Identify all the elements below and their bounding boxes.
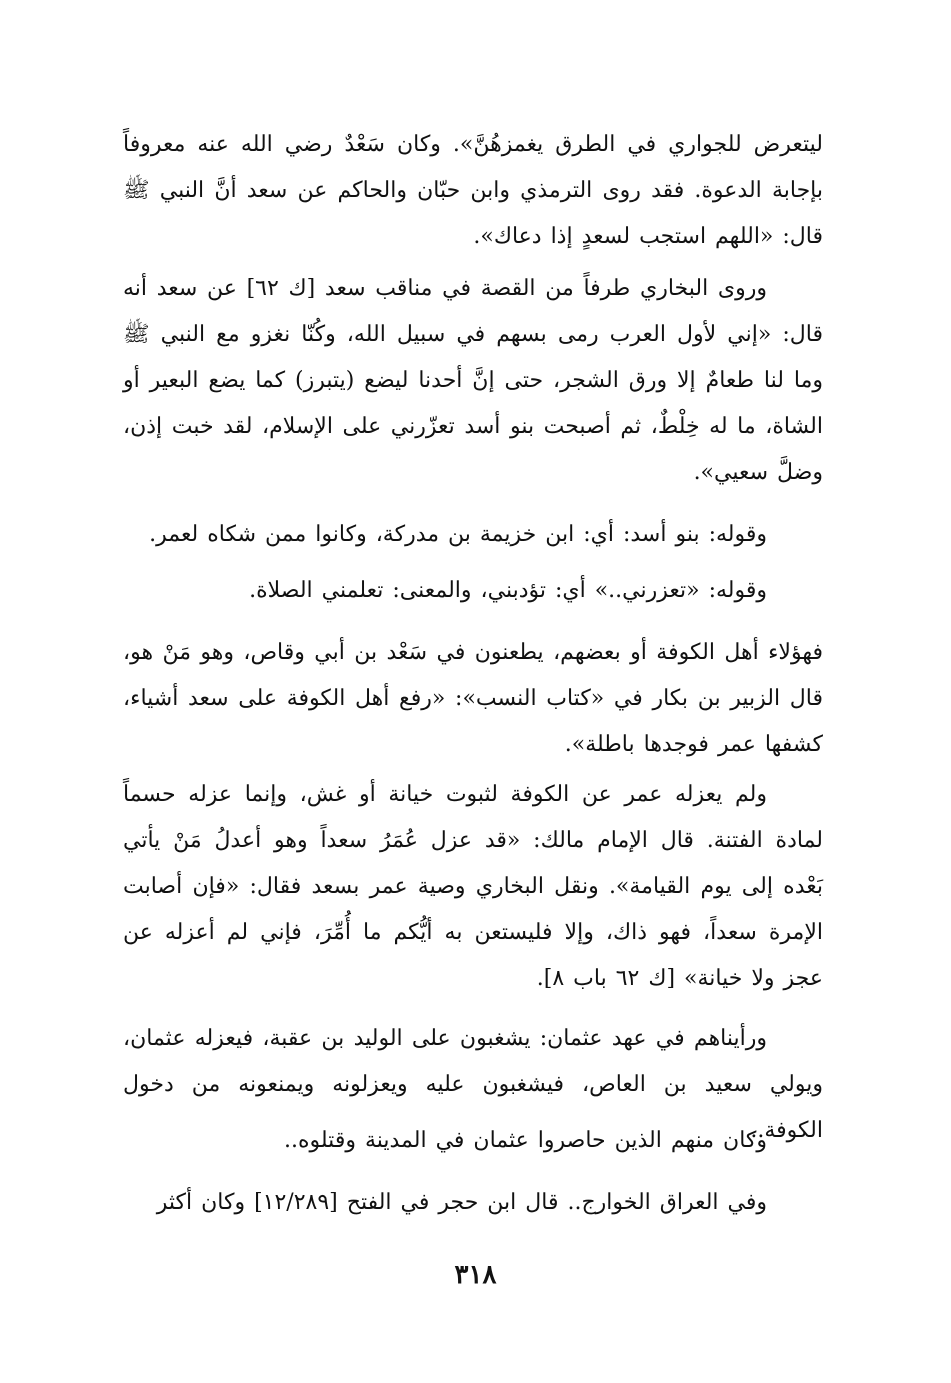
paragraph-7: ورأيناهم في عهد عثمان: يشغبون على الوليد بن عقبة، فيعزله عثمان، ويولي سعيد بن العاص، فيشغبون عليه ويعزلونه ويمنعونه من دخول الكوفة.. [123,1026,823,1143]
paragraph-6: ولم يعزله عمر عن الكوفة لثبوت خيانة أو غش، وإنما عزله حسماً لمادة الفتنة. قال الإمام مالك: «قد عزل عُمَرُ سعداً وهو أعدلُ مَنْ يأتي بَعْده إلى يوم القيامة». ونقل البخاري وصية عمر بسعد فقال: «فإن أصابت الإمرة سعداً، فهو ذاك، وإلا فليستعن به أيُّكم ما أُمِّرَ، فإني لم أعزله عن عجز ولا خيانة» [ك ٦٢ باب ٨]. [123,782,823,991]
page-number: ٣١٨ [454,1260,497,1290]
paragraph-8: وكان منهم الذين حاصروا عثمان في المدينة وقتلوه.. [284,1128,767,1153]
paragraph-4: وقوله: «تعزرني..» أي: تؤدبني، والمعنى: تعلمني الصلاة. [249,578,767,603]
paragraph-9: وفي العراق الخوارج.. قال ابن حجر في الفتح [١٢/٢٨٩] وكان أكثر [156,1190,767,1215]
paragraph-1: ليتعرض للجواري في الطرق يغمزهُنَّ». وكان سَعْدٌ رضي الله عنه معروفاً بإجابة الدعوة. فقد روى الترمذي وابن حبّان والحاكم عن سعد أنَّ النبي ﷺ قال: «اللهم استجب لسعدٍ إذا دعاك». [123,132,823,249]
paragraph-3: وقوله: بنو أسد: أي: ابن خزيمة بن مدركة، وكانوا ممن شكاه لعمر. [149,522,767,547]
paragraph-2: وروى البخاري طرفاً من القصة في مناقب سعد [ك ٦٢] عن سعد أنه قال: «إني لأول العرب رمى بسهم في سبيل الله، وكُنّا نغزو مع النبي ﷺ وما لنا طعامٌ إلا ورق الشجر، حتى إنَّ أحدنا ليضع (يتبرز) كما يضع البعير أو الشاة، ما له خِلْطٌ، ثم أصبحت بنو أسد تعزّرني على الإسلام، لقد خبت إذن، وضلَّ سعيي». [123,276,823,485]
paragraph-5: فهؤلاء أهل الكوفة أو بعضهم، يطعنون في سَعْد بن أبي وقاص، وهو مَنْ هو، قال الزبير بن بكار في «كتاب النسب»: «رفع أهل الكوفة على سعد أشياء، كشفها عمر فوجدها باطلة». [123,640,823,757]
